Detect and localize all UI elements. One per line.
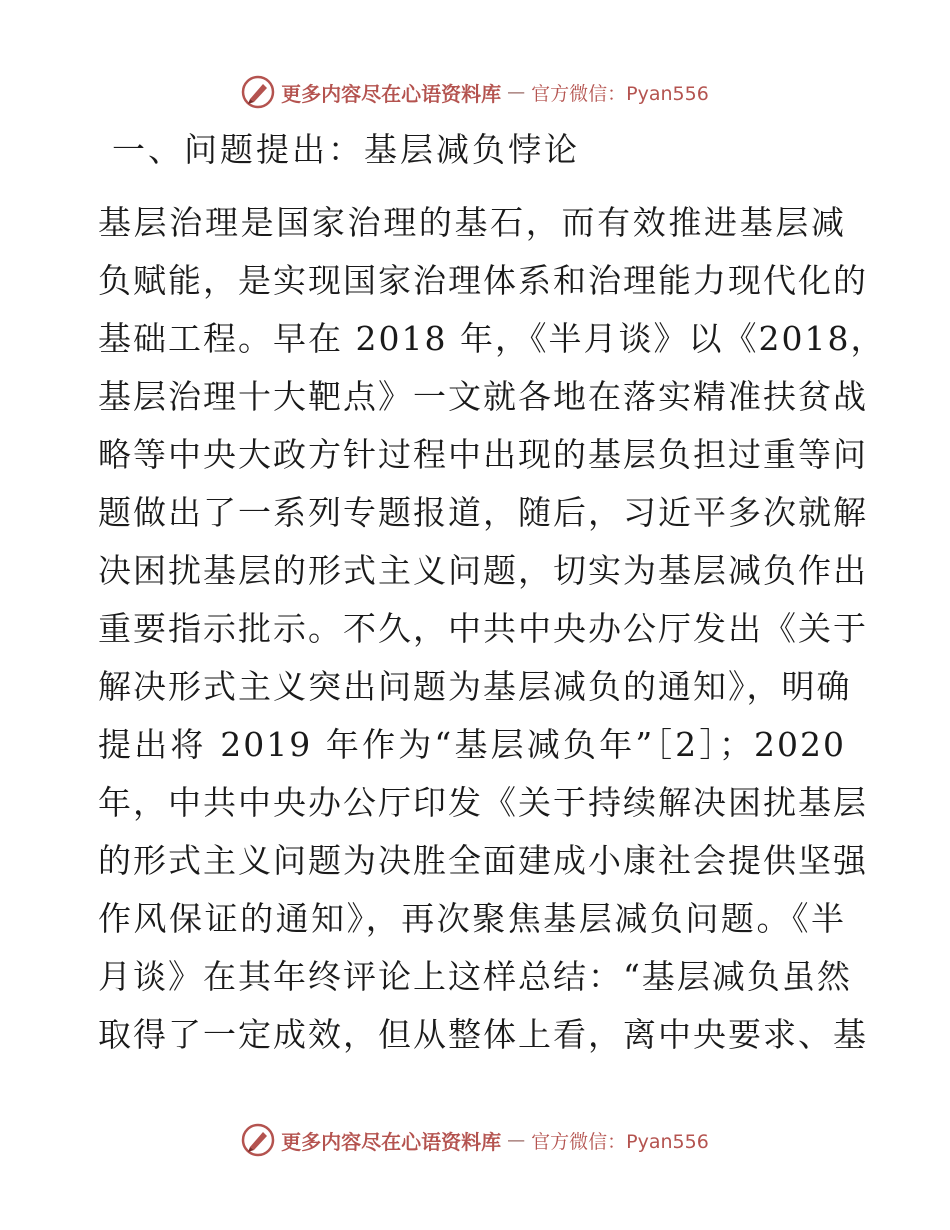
text-line: 略等中央大政方针过程中出现的基层负担过重等问 [98, 435, 868, 474]
body-paragraph [98, 194, 886, 1064]
text-line: 月谈》在其年终评论上这样总结：“基层减负虽然 [98, 957, 852, 996]
text-line: 取得了一定成效，但从整体上看，离中央要求、基 [98, 1015, 868, 1054]
text-line: 题做出了一系列专题报道，随后，习近平多次就解 [98, 493, 868, 532]
text-line: 年，中共中央办公厅印发《关于持续解决困扰基层 [98, 783, 868, 822]
watermark-contact-text: 官方微信：Pyan556 [531, 1130, 709, 1153]
footer-watermark [0, 1120, 950, 1160]
text-line: 负赋能，是实现国家治理体系和治理能力现代化的 [98, 261, 868, 300]
text-line: 基层治理是国家治理的基石，而有效推进基层减 [98, 203, 846, 242]
watermark-site-text: 更多内容尽在心语资料库 [281, 1129, 502, 1154]
text-line: 提出将 2019 年作为“基层减负年”［2］；2020 [98, 725, 846, 764]
text-line: 重要指示批示。不久，中共中央办公厅发出《关于 [98, 609, 868, 648]
text-line: 决困扰基层的形式主义问题，切实为基层减负作出 [98, 551, 868, 590]
header-watermark [0, 72, 950, 112]
section-heading: 一、问题提出：基层减负悖论 [112, 130, 580, 169]
watermark-separator: — [507, 81, 526, 103]
watermark-contact-text: 官方微信：Pyan556 [531, 82, 709, 105]
text-line: 基层治理十大靶点》一文就各地在落实精准扶贫战 [98, 377, 868, 416]
text-line: 基础工程。早在 2018 年，《半月谈》以《2018， [98, 319, 886, 358]
watermark-separator: — [507, 1129, 526, 1151]
text-line: 解决形式主义突出问题为基层减负的通知》，明确 [98, 667, 852, 706]
watermark-site-text: 更多内容尽在心语资料库 [281, 81, 502, 106]
pen-logo-icon [241, 75, 275, 109]
text-line: 作风保证的通知》，再次聚焦基层减负问题。《半 [98, 899, 846, 938]
text-line: 的形式主义问题为决胜全面建成小康社会提供坚强 [98, 841, 868, 880]
pen-logo-icon [241, 1123, 275, 1157]
